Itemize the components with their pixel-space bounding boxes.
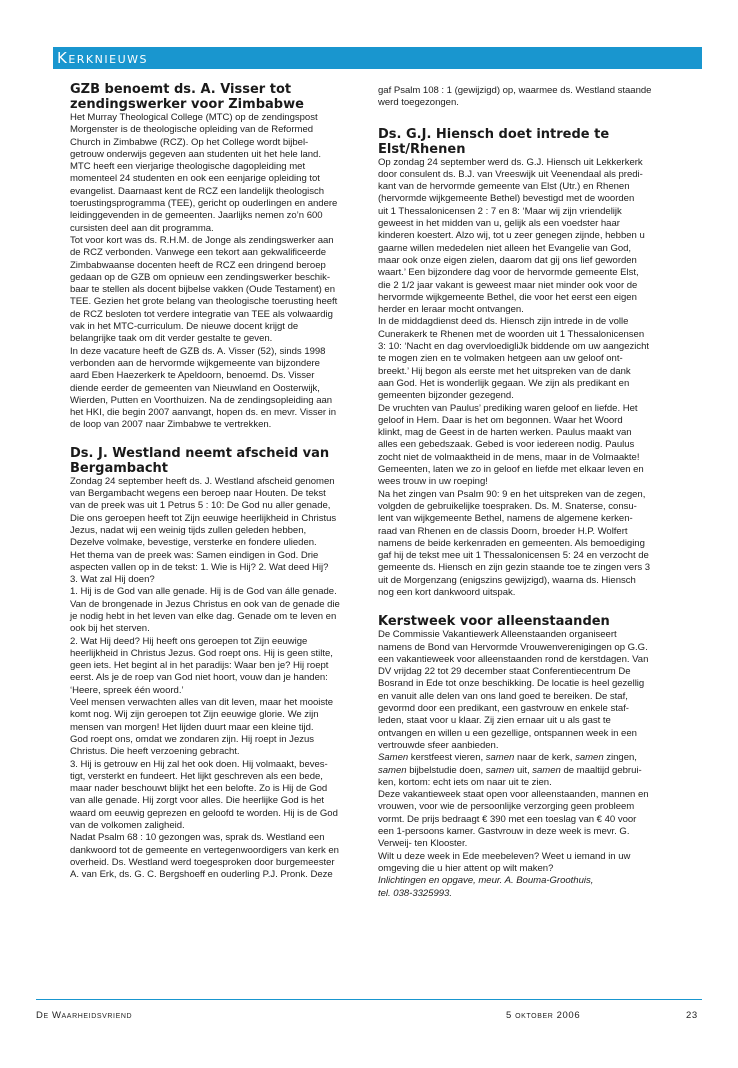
article-title-westland: Ds. J. Westland neemt afscheid van Bergambacht	[70, 445, 330, 476]
footer-divider	[36, 999, 702, 1000]
footer-page-number: 23	[686, 1010, 698, 1021]
article-body-kerstweek-intro: De Commissie Vakantiewerk Alleenstaanden organiseert namens de Bond van Hervormde Vrouwenverenigingen op G.G. een vakantieweek voor alleenstaanden rond de kerstdagen. Van DV vrijdag 22 tot 29 december staat Conferentiecentrum De Bosrand in Ede tot onze beschikking. De locatie is heel gezellig en vanuit alle delen van ons land goed te bereiken. De staf, gevormd door een predikant, een gastvrouw en enkele staf- leden, staat voor u klaar. Zij zien ernaar uit u als gast te ontvangen en willen u een gezellige, ontspannen week in een vertrouwde sfeer aanbieden.	[378, 629, 649, 751]
left-column	[70, 82, 368, 882]
section-header	[53, 47, 702, 69]
article-body-kerstweek-samen: Samen kerstfeest vieren, samen naar de kerk, samen zingen, samen bijbelstudie doen, samen uit, samen de maaltijd gebrui- ken, kortom: echt iets om naar uit te zien.	[378, 752, 642, 788]
samen-word: Samen	[378, 752, 409, 764]
section-title: Kerknieuws	[57, 49, 148, 67]
right-column	[378, 82, 676, 900]
spacer	[70, 432, 368, 446]
article-continuation-westland: gaf Psalm 108 : 1 (gewijzigd) op, waarmee ds. Westland staande werd toegezongen.	[378, 85, 652, 109]
article-title-kerstweek: Kerstweek voor alleenstaanden	[378, 614, 610, 630]
article-title-hiensch: Ds. G.J. Hiensch doet intrede te Elst/Rhenen	[378, 126, 610, 157]
article-body-kerstweek-details: Deze vakantieweek staat open voor alleenstaanden, mannen en vrouwen, voor wie de persoonlijke verzorging geen probleem vormt. De prijs bedraagt € 390 met een toeslag van € 40 voor een 1-persoons kamer. Gastvrouw in deze week is mevr. G. Verweij- ten Klooster. Wilt u deze week in Ede meebeleven? Weet u iemand in uw omgeving die u hier attent op wilt maken?	[378, 789, 649, 874]
article-title-visser: GZB benoemt ds. A. Visser tot zendingswerker voor Zimbabwe	[70, 82, 304, 112]
article-body-westland: Zondag 24 september heeft ds. J. Westland afscheid genomen van Bergambacht wegens een beroep naar Houten. De tekst van de preek was uit 1 Petrus 5 : 10: De God nu aller genade, Die ons geroepen heeft tot Zijn eeuwige heerlijkheid in Christus Jezus, nadat wij een weinig tijds zullen geleden hebben, Dezelve volmake, bevestige, versterke en fondere ulieden. Het thema van de preek was: Samen eindigen in God. Drie aspecten vallen op in de tekst: 1. Wie is Hij? 2. Wat deed Hij? 3. Wat zal Hij doen? 1. Hij is de God van alle genade. Hij is de God van álle genade. Van de brongenade in Jezus Christus en ook van de genade die je nodig hebt in het leven van elke dag. Genade om te leven en ook bij het sterven. 2. Wat Hij deed? Hij heeft ons geroepen tot Zijn eeuwige heerlijkheid in Christus Jezus. God roept ons. Hij is geen stilte, geen iets. Het begint al in het paradijs: Waar ben je? Hij roept eerst. Als je de roep van God niet hoort, vouw dan je handen: ‘Heere, spreek één woord.’ Veel mensen verwachten alles van dit leven, maar het mooiste komt nog. Wij zijn geroepen tot Zijn eeuwige glorie. We zijn mensen van morgen! Het lijden duurt maar een kleine tijd. God roept ons, omdat we zondaren zijn. Hij roept in Jezus Christus. Die heeft verzoening gebracht. 3. Hij is getrouw en Hij zal het ook doen. Hij volmaakt, beves- tigt, versterkt en fundeert. Het lijkt geschreven als een bede, maar nader beschouwt blijkt het een belofte. Zo is Hij de God van alle genade. Hij zorgt voor alles. Die heerlijke God is het waard om eeuwig geprezen en geloofd te worden. Hij is de God van de volkomen zaligheid. Nadat Psalm 68 : 10 gezongen was, sprak ds. Westland een dankwoord tot de gemeente en vertegenwoordigers van kerk en overheid. Ds. Westland werd toegesproken door burgemeester A. van Erk, ds. G. C. Bergshoeff en ouderling P.J. Pronk. Deze	[70, 475, 340, 881]
article-body-hiensch: Op zondag 24 september werd ds. G.J. Hiensch uit Lekkerkerk door consulent ds. B.J. van Vreeswijk uit Veenendaal als predi- kant van de hervormde gemeente van Elst (Utr.) en Rhenen (hervormde wijkgemeente Bethel) bevestigd met de woorden uit 1 Thessalonicensen 2 : 7 en 8: ‘Maar wij zijn vriendelijk geweest in het midden van u, gelijk als een voedster haar kinderen koestert. Alzo wij, tot u zeer genegen zijnde, hebben u gaarne willen mededelen niet alleen het Evangelie van God, maar ook onze eigen zielen, daarom dat gij ons lief geworden waart.’ Een bijzondere dag voor de hervormde gemeente Elst, die 2 1/2 jaar vakant is geweest maar niet minder ook voor de hervormde wijkgemeente Bethel, die voor het eerst een eigen herder en leraar mocht ontvangen. In de middagdienst deed ds. Hiensch zijn intrede in de volle Cunerakerk te Rhenen met de woorden uit 1 Thessalonicensen 3: 10: ‘Nacht en dag overvloedigliJk biddende om uw aangezicht te mogen zien en te volmaken hetgeen aan uw geloof ont- breekt.’ Hij begon als eerste met het uitspreken van de dank aan God. Het is wonderlijk gegaan. We zijn als predikant en gemeenten bijzonder gezegend. De vruchten van Paulus’ prediking waren geloof en liefde. Het geloof in Hem. Daar is het om begonnen. Waar het Woord klinkt, mag de Geest in de harten werken. Paulus maakt van alles een gebedszaak. Gebed is voor iedereen nodig. Paulus zocht niet de volmaaktheid in de mens, maar in de Volmaakte! Gemeenten, laten we zo in geloof en liefde met elkaar leven en wees trouw in uw roeping! Na het zingen van Psalm 90: 9 en het uitspreken van de zegen, volgden de gebruikelijke toespraken. Ds. M. Snaterse, consu- lent van wijkgemeente Bethel, namens de algemene kerken- raad van Rhenen en de classis Doorn, broeder H.P. Wolfert namens de beide kerkenraden en gemeenten. Als bemoediging gaf hij de tekst mee uit 1 Thessalonicensen 5: 24 en verzocht de gemeente ds. Hiensch en zijn gezin staande toe te zingen vers 3 uit de Morgenzang (enigszins gewijzigd), waarna ds. Hiensch nog een kort dankwoord uitspak.	[378, 156, 651, 598]
spacer	[378, 599, 676, 614]
article-contact-kerstweek: Inlichtingen en opgave, meur. A. Bouma-Groothuis, tel. 038-3325993.	[378, 875, 594, 899]
footer-date: 5 oktober 2006	[506, 1010, 581, 1021]
footer-publication: De Waarheidsvriend	[36, 1010, 133, 1021]
spacer	[378, 110, 676, 127]
article-body-visser: Het Murray Theological College (MTC) op de zendingspost Morgenster is de theologische opleiding van de Reformed Church in Zimbabwe (RCZ). Op het College wordt bijbel- getrouw onderwijs gegeven aan studenten uit het hele land. MTC heeft een vierjarige theologische dagopleiding met momenteel 24 studenten en ook een eenjarige opleiding tot evangelist. Daarnaast kent de RCZ een landelijk theologisch toerustingsprogramma (TEE), gericht op ouderlingen en andere leidinggevenden in de gemeenten. Jaarlijks nemen zo’n 600 cursisten deel aan dit programma. Tot voor kort was ds. R.H.M. de Jonge als zendingswerker aan de RCZ verbonden. Vanwege een tekort aan gekwalificeerde Zimbabwaanse docenten heeft de RCZ een dringend beroep gedaan op de GZB om opnieuw een zendingswerker beschik- baar te stellen als docent bijbelse vakken (Oude Testament) en TEE. Gezien het grote belang van theologische toerusting heeft de RCZ besloten tot verdere integratie van TEE als volwaardig vak in het MTC-curriculum. De nieuwe docent krijgt de belangrijke taak om dit verder gestalte te geven. In deze vacature heeft de GZB ds. A. Visser (52), sinds 1998 verbonden aan de hervormde wijkgemeente van bijzondere aard Eben Haezerkerk te Apeldoorn, benoemd. Ds. Visser diende eerder de gemeenten van Nieuwland en Oosterwijk, Wierden, Putten en Voorthuizen. Na de zendingsopleiding aan het HKI, die begin 2007 aanvangt, hopen ds. en mevr. Visser in de loop van 2007 naar Zimbabwe te vertrekken.	[70, 112, 338, 431]
